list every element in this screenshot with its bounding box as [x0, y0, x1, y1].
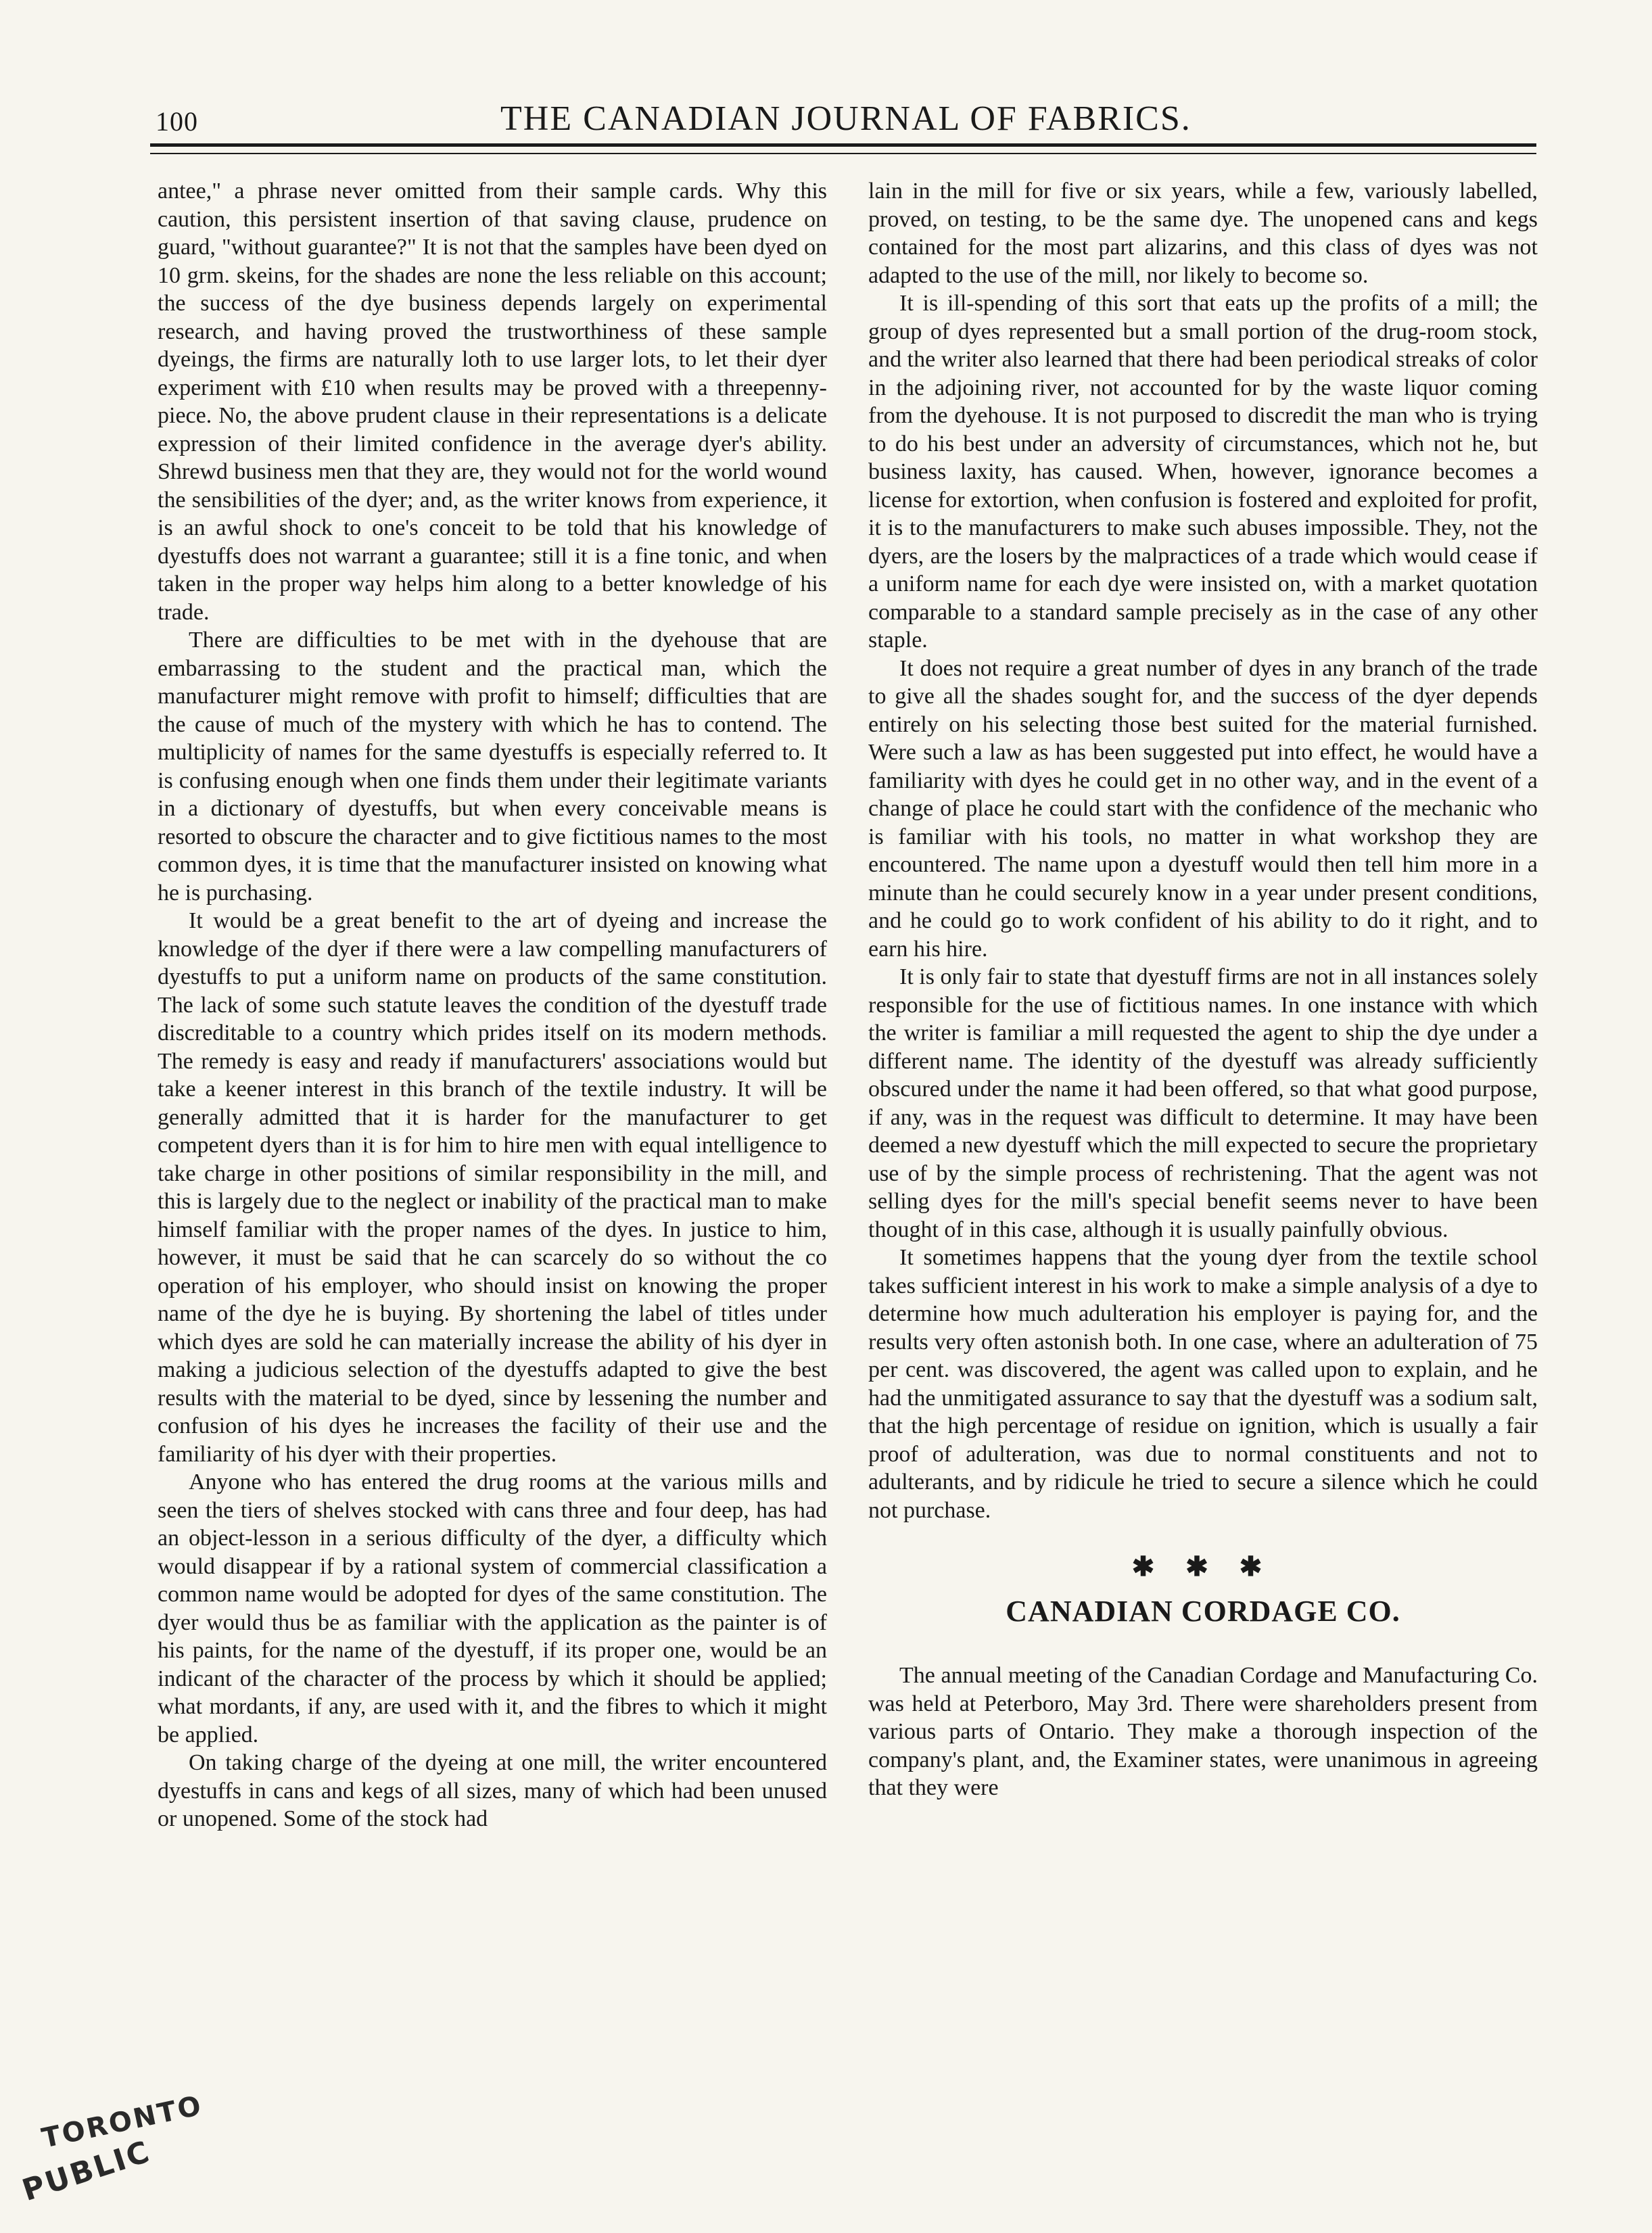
- paragraph: It is only fair to state that dyestuff firms are not in all instances solely responsible for the use of fictitious names. In one instance with which the writer is familiar a mill requested the agent to ship the dye under a different name. The identity of the dyestuff was already sufficiently obscured under the name it had been offered, so that what good purpose, if any, was in the request was difficult to determine. It may have been deemed a new dyestuff which the mill expected to secure the proprietary use of by the simple process of rechristening. That the agent was not selling dyes for the mill's special benefit seems never to have been thought of in this case, although it is usually painfully obvious.: [868, 964, 1538, 1242]
- left-column: [158, 177, 827, 1833]
- paragraph: It does not require a great number of dyes in any branch of the trade to give all the shades sought for, and the success of the dyer depends entirely on his selecting those best suited for the material furnished. Were such a law as has been suggested put into effect, he would have a familiarity with dyes he could get in no other way, and in the event of a change of place he could start with the confidence of the mechanic who is familiar with his tools, no matter in what workshop they are encountered. The name upon a dyestuff would then tell him more in a minute than he could securely know in a year under present conditions, and he could go to work confident of his ability to do it right, and to earn his hire.: [868, 655, 1538, 962]
- stamp-text: PUBLIC: [18, 2134, 156, 2209]
- paragraph: On taking charge of the dyeing at one mill, the writer encountered dyestuffs in cans and kegs of all sizes, many of which had been unused or unopened. Some of the stock had: [158, 1750, 827, 1831]
- paragraph: It is ill-spending of this sort that eats up the profits of a mill; the group of dyes represented but a small portion of the drug-room stock, and the writer also learned that there had been periodical streaks of color in the adjoining river, not accounted for by the waste liquor coming from the dyehouse. It is not purposed to discredit the man who is trying to do his best under an adversity of circumstances, which not he, but business laxity, has caused. When, however, ignorance becomes a license for extortion, when confusion is fostered and exploited for profit, it is to the manufacturers to make such abuses impossible. They, not the dyers, are the losers by the malpractices of a trade which would cease if a uniform name for each dye were insisted on, with a market quotation comparable to a standard sample precisely as in the case of any other staple.: [868, 291, 1538, 653]
- paragraph: antee," a phrase never omitted from their sample cards. Why this caution, this persistent insertion of that saving clause, prudence on guard, "without guarantee?" It is not that the samples have been dyed on 10 grm. skeins, for the shades are none the less reliable on this account; the success of the dye business depends largely on experimental research, and having proved the trustworthiness of these sample dyeings, the firms are naturally loth to use larger lots, to let their dyer experiment with £10 when results may be proved with a threepenny-piece. No, the above prudent clause in their representations is a delicate expression of their limited confidence in the average dyer's ability. Shrewd business men that they are, they would not for the world wound the sensibilities of the dyer; and, as the writer knows from experience, it is an awful shock to one's conceit to be told that his knowledge of dyestuffs does not warrant a guarantee; still it is a fine tonic, and when taken in the proper way helps him along to a better knowledge of his trade.: [158, 179, 827, 625]
- page-number: 100: [156, 106, 198, 137]
- paragraph: Anyone who has entered the drug rooms at the various mills and seen the tiers of shelves stocked with cans three and four deep, has had an object-lesson in a serious difficulty of the dyer, a difficulty which would disappear if by a rational system of commercial classification a common name would be adopted for dyes of the same constitution. The dyer would thus be as familiar with the application as the painter is of his paints, for the name of the dyestuff, if its proper one, would be an indicant of the character of the process by which it should be applied; what mordants, if any, are used with it, and the fibres to which it might be applied.: [158, 1470, 827, 1747]
- paragraph: It would be a great benefit to the art of dyeing and increase the knowledge of the dyer if there were a law compelling manufacturers of dyestuffs to put a uniform name on products of the same constitution. The lack of some such statute leaves the condition of the dyestuff trade discreditable to a country which prides itself on its modern methods. The remedy is easy and ready if manufacturers' associations would but take a keener interest in this branch of the textile industry. It will be generally admitted that it is harder for the manufacturer to get competent dyers than it is for him to hire men with equal intelligence to take charge in other positions of similar responsibility in the mill, and this is largely due to the neglect or inability of the practical man to make himself familiar with the proper names of the dyes. In justice to him, however, it must be said that he can scarcely do so without the co operation of his employer, who should insist on knowing the proper name of the dye he is buying. By shortening the label of titles under which dyes are sold he can materially increase the ability of his dyer in making a judicious selection of the dyestuffs adapted to give the best results with the material to be dyed, since by lessening the number and confusion of his dyes he increases the facility of their use and the familiarity of his dyer with their properties.: [158, 908, 827, 1467]
- paragraph: lain in the mill for five or six years, while a few, variously labelled, proved, on testing, to be the same dye. The unopened cans and kegs contained for the most part alizarins, and this class of dyes was not adapted to the use of the mill, nor likely to become so.: [868, 179, 1538, 288]
- section-ornament: ✱ ✱ ✱: [1131, 1551, 1275, 1582]
- stamp-text: TORONTO: [39, 2090, 206, 2155]
- paragraph: The annual meeting of the Canadian Cordage and Manufacturing Co. was held at Peterboro, May 3rd. There were shareholders present from various parts of Ontario. They make a thorough inspection of the company's plant, and, the Examiner states, were unanimous in agreeing that they were: [868, 1663, 1538, 1800]
- paragraph: It sometimes happens that the young dyer from the textile school takes sufficient interest in his work to make a simple analysis of a dye to determine how much adulteration his employer is paying for, and the results very often astonish both. In one case, where an adulteration of 75 per cent. was discovered, the agent was called upon to explain, and he had the unmitigated assurance to say that the dyestuff was a sodium salt, that the high percentage of residue on ignition, which is usually a fair proof of adulteration, was due to normal constituents and not to adulterants, and by ridicule he tried to secure a silence which he could not purchase.: [868, 1245, 1538, 1523]
- right-column: [868, 177, 1538, 1802]
- running-title: THE CANADIAN JOURNAL OF FABRICS.: [500, 99, 1191, 138]
- header-rule-thin: [150, 153, 1536, 154]
- library-stamp: [14, 2090, 206, 2222]
- paragraph: There are difficulties to be met with in the dyehouse that are embarrassing to the student and the practical man, which the manufacturer might remove with profit to himself; difficulties that are the cause of much of the mystery with which he has to contend. The multiplicity of names for the same dyestuffs is especially referred to. It is confusing enough when one finds them under their legitimate variants in a dictionary of dyestuffs, but when every conceivable means is resorted to obscure the character and to give fictitious names to the most common dyes, it is time that the manufacturer insisted on knowing what he is purchasing.: [158, 628, 827, 906]
- header-rule: [150, 143, 1536, 147]
- section-heading: CANADIAN CORDAGE CO.: [1006, 1594, 1400, 1628]
